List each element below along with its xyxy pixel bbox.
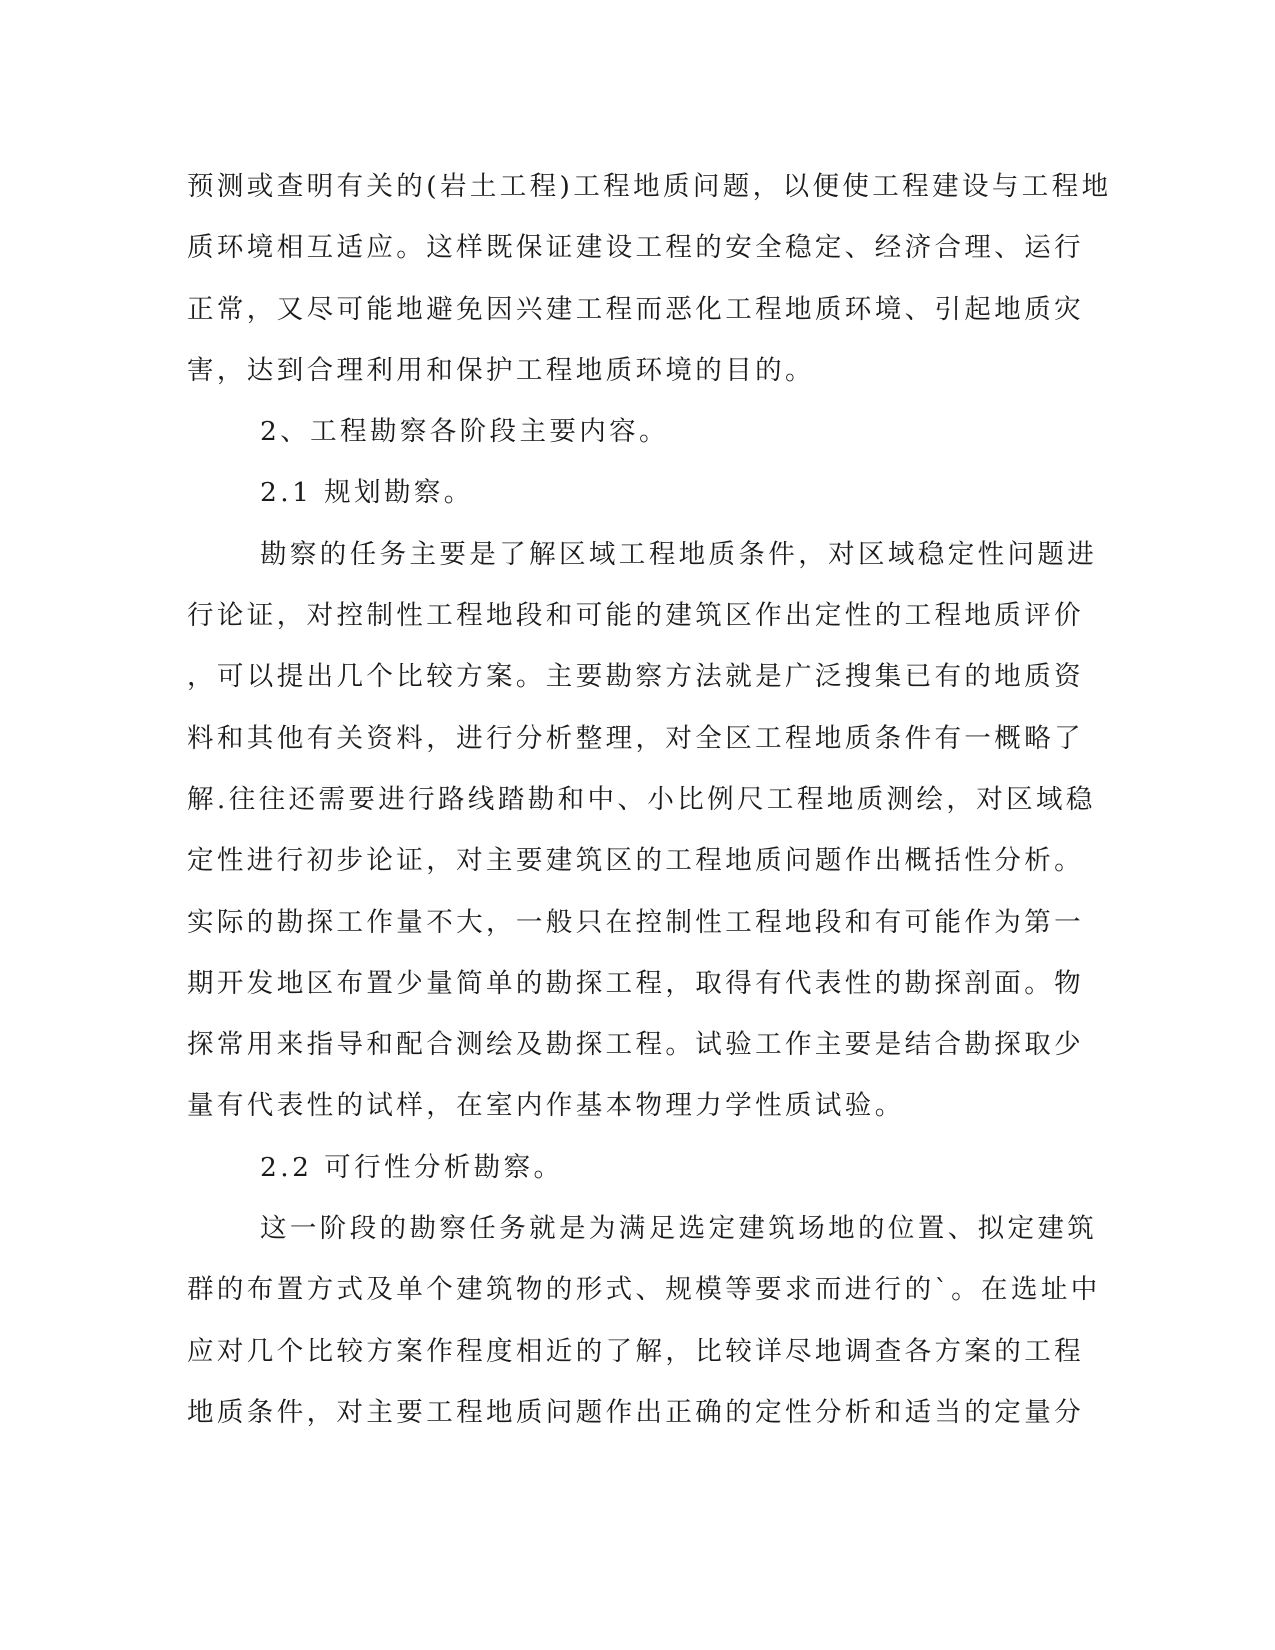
paragraph-first-line: 勘察的任务主要是了解区域工程地质条件，对区域稳定性问题进 bbox=[260, 538, 1098, 570]
text-line: 定性进行初步论证，对主要建筑区的工程地质问题作出概括性分析。 bbox=[187, 845, 1084, 877]
text-line: 实际的勘探工作量不大，一般只在控制性工程地段和有可能作为第一 bbox=[187, 906, 1084, 938]
text-line: 群的布置方式及单个建筑物的形式、规模等要求而进行的`。在选址中 bbox=[187, 1274, 1101, 1306]
section-heading: 2、工程勘察各阶段主要内容。 bbox=[260, 416, 669, 448]
text-line: 质环境相互适应。这样既保证建设工程的安全稳定、经济合理、运行 bbox=[187, 232, 1084, 264]
text-line: 行论证，对控制性工程地段和可能的建筑区作出定性的工程地质评价 bbox=[187, 600, 1084, 632]
text-line: 预测或查明有关的(岩土工程)工程地质问题，以便使工程建设与工程地 bbox=[187, 171, 1112, 202]
text-line: 应对几个比较方案作程度相近的了解，比较详尽地调查各方案的工程 bbox=[187, 1335, 1084, 1367]
paragraph-first-line: 这一阶段的勘察任务就是为满足选定建筑场地的位置、拟定建筑 bbox=[260, 1213, 1098, 1245]
text-line: 料和其他有关资料，进行分析整理，对全区工程地质条件有一概略了 bbox=[187, 722, 1084, 754]
document-body bbox=[187, 156, 1112, 1443]
text-line: 期开发地区布置少量简单的勘探工程，取得有代表性的勘探剖面。物 bbox=[187, 967, 1084, 999]
text-line: 害，达到合理利用和保护工程地质环境的目的。 bbox=[187, 354, 815, 386]
text-line: 正常，又尽可能地避免因兴建工程而恶化工程地质环境、引起地质灾 bbox=[187, 293, 1084, 325]
subsection-heading: 2.1 规划勘察。 bbox=[260, 477, 474, 509]
text-line: ，可以提出几个比较方案。主要勘察方法就是广泛搜集已有的地质资 bbox=[187, 661, 1084, 693]
text-line: 量有代表性的试样，在室内作基本物理力学性质试验。 bbox=[187, 1090, 905, 1122]
text-line: 地质条件，对主要工程地质问题作出正确的定性分析和适当的定量分 bbox=[187, 1396, 1084, 1428]
text-line: 探常用来指导和配合测绘及勘探工程。试验工作主要是结合勘探取少 bbox=[187, 1029, 1084, 1061]
text-line: 解.往往还需要进行路线踏勘和中、小比例尺工程地质测绘，对区域稳 bbox=[187, 783, 1096, 815]
subsection-heading: 2.2 可行性分析勘察。 bbox=[260, 1151, 564, 1183]
